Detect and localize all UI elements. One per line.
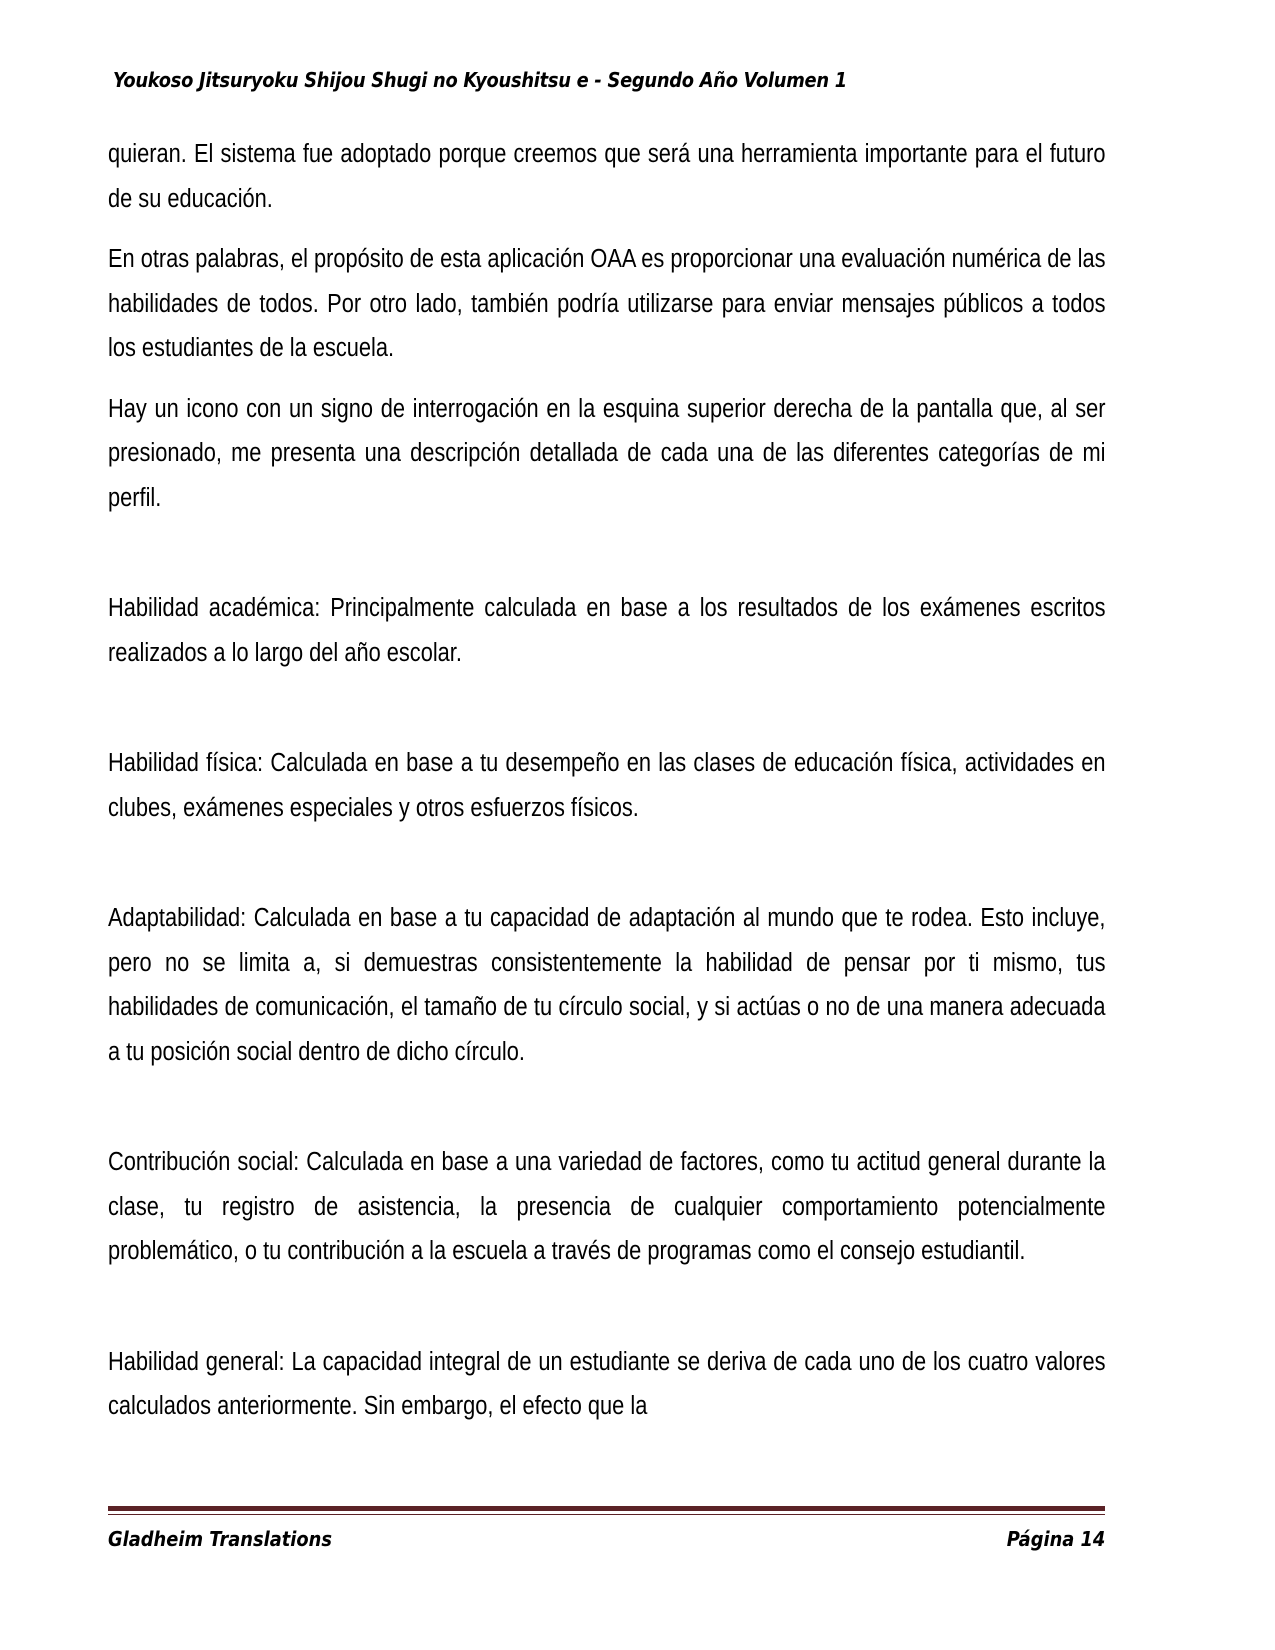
paragraph-spacer — [108, 371, 1106, 387]
paragraph-social-contribution: Contribución social: Calculada en base a una variedad de factores, como tu actitud general durante la clase, tu registro de asistencia, la presencia de cualquier comportamiento potencialmente problemático, o tu contribución a la escuela a través de programas como el consejo estudiantil. — [108, 1148, 1106, 1265]
paragraph-academic-ability: Habilidad académica: Principalmente calculada en base a los resultados de los exámenes escritos realizados a lo largo del año escolar. — [108, 594, 1106, 667]
paragraph-general-ability: Habilidad general: La capacidad integral de un estudiante se deriva de cada uno de los cuatro valores calculados anteriormente. Sin embargo, el efecto que la — [108, 1347, 1106, 1420]
footer-page-number: Página 14 — [1006, 1527, 1105, 1551]
paragraph-spacer — [108, 221, 1106, 237]
section-spacer — [108, 1274, 1106, 1340]
footer-row — [108, 1526, 1105, 1558]
section-spacer — [108, 520, 1106, 586]
paragraph-adaptability: Adaptabilidad: Calculada en base a tu capacidad de adaptación al mundo que te rodea. Esto incluye, pero no se limita a, si demuestras consistentemente la habilidad de pensar por ti mismo, tus habilidades de comunicación, el tamaño de tu círculo social, y si actúas o no de una manera adecuada a tu posición social dentro de dicho círculo. — [108, 904, 1106, 1066]
paragraph-2: En otras palabras, el propósito de esta aplicación OAA es proporcionar una evaluación numérica de las habilidades de todos. Por otro lado, también podría utilizarse para enviar mensajes públicos a todos los estudiantes de la escuela. — [108, 245, 1106, 362]
section-spacer — [108, 830, 1106, 896]
section-spacer — [108, 675, 1106, 741]
header-title: Youkoso Jitsuryoku Shijou Shugi no Kyoushitsu e - Segundo Año Volumen 1 — [113, 68, 847, 92]
paragraph-3: Hay un icono con un signo de interrogación en la esquina superior derecha de la pantalla que, al ser presionado, me presenta una descripción detallada de cada una de las diferentes categorías de mi perfil. — [108, 394, 1106, 512]
paragraph-1: quieran. El sistema fue adoptado porque creemos que será una herramienta importante para el futuro de su educación. — [108, 140, 1106, 213]
section-spacer — [108, 1074, 1106, 1140]
footer-translator-credit: Gladheim Translations — [108, 1527, 332, 1551]
page-content — [108, 132, 1106, 1429]
page-footer — [108, 1506, 1105, 1558]
page-header — [113, 68, 1105, 102]
paragraph-physical-ability: Habilidad física: Calculada en base a tu desempeño en las clases de educación física, actividades en clubes, exámenes especiales y otros esfuerzos físicos. — [108, 749, 1106, 822]
footer-divider-rule — [108, 1506, 1105, 1515]
